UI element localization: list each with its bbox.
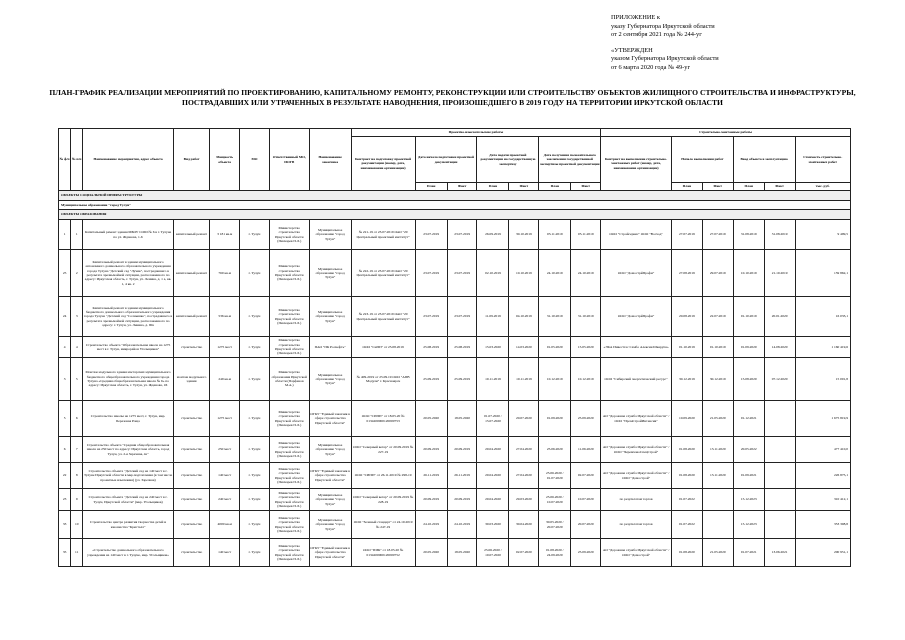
cell-name: Строительство объекта "Средняя общеобразовательная школа на 250 мест по адресу: Иркутская область, город Тулун, ул. 2-я Заречная, 4а" — [83, 437, 174, 463]
cell-ds-f: 25.09.2019 — [447, 358, 477, 401]
cell-ccontract: АО "Дорожная служба Иркутской области" / ООО "ЧеремховоСпецСтрой" — [601, 437, 672, 463]
cell-dcontract: ООО "ПИК" от 18.05.20 № 0134200000120000752 — [351, 539, 415, 567]
cell-cost: 16 033,1 — [795, 297, 850, 337]
cell-cs-p: 30.12.2019 — [671, 358, 702, 401]
cell-ds-f: 26.11.2019 — [447, 463, 477, 489]
cell-dsub-f: 29.03.2020 — [509, 489, 539, 511]
cell-dcontract: № 222-19 от 23.07.2019 ОАО "20 Центральный проектный институт" — [351, 250, 415, 297]
cell-dsub-f: 27.04.2020 — [509, 437, 539, 463]
cell-ds-f: 23.07.2019 — [447, 297, 477, 337]
appendix-block — [611, 14, 719, 73]
cell-com-p: 15.12.2023 — [733, 511, 764, 539]
cell-fp: 24 — [59, 297, 71, 337]
cell-type: строительство — [173, 489, 209, 511]
cell-pp: 6 — [71, 401, 83, 437]
cell-ds-f: 25.08.2019 — [447, 337, 477, 358]
section-social: ОБЪЕКТЫ СОЦИАЛЬНОЙ ИНФРАСТРУКТУРЫ — [59, 191, 851, 201]
header-expert-receive: Дата получения положительного заключения государственной экспертизы проектной документации — [539, 137, 601, 183]
header-plan: План — [477, 183, 509, 191]
header-construction-group: Строительно-монтажные работы — [601, 129, 851, 137]
cell-mo: г. Тулун — [240, 437, 270, 463]
section-education: ОБЪЕКТЫ ОБРАЗОВАНИЯ — [59, 210, 851, 220]
header-construction-contract: Контракт на выполнение строительно-монтажных работ (номер, дата, наименование организации) — [601, 137, 672, 191]
cell-exp-p: 25.06.2020 / 01.07.2020 — [539, 463, 571, 489]
cell-cost: 477 410,0 — [795, 437, 850, 463]
header-name: Наименование мероприятия, адрес объекта — [83, 129, 174, 191]
cell-cs-f: 13.11.2020 — [702, 463, 733, 489]
cell-cs-f: 30.12.2019 — [702, 358, 733, 401]
cell-cs-f: 22.07.2019 — [702, 297, 733, 337]
header-cost: Стоимость строительно-монтажных работ — [795, 137, 850, 183]
cell-dsub-p: 25.06.2020 / 10.07.2020 — [477, 539, 509, 567]
cell-exp-p: 01.05.2020 — [539, 337, 571, 358]
cell-exp-p: 24.10.2019 — [539, 250, 571, 297]
approved-line: от 6 марта 2020 года № 49-уг — [611, 63, 691, 71]
header-design-start: Дата начала подготовки проектной документации — [415, 137, 477, 183]
cell-exp-f: 02.07.2020 — [571, 463, 601, 489]
cell-cost: 1 160 419,6 — [795, 337, 850, 358]
cell-cap: 250 мест — [210, 437, 240, 463]
cell-exp-f: 20.07.2020 — [571, 511, 601, 539]
table-row — [59, 401, 851, 437]
cell-type: строительство — [173, 511, 209, 539]
cell-dcontract: ООО "СиПП" от 25.08.2019 — [351, 337, 415, 358]
cell-cost: 9 499,5 — [795, 220, 850, 250]
cell-cs-p: 01.08.2020 — [671, 539, 702, 567]
cell-cap: 4000 кв.м — [210, 511, 240, 539]
cell-cust: Муниципальное образование "город Тулун" — [309, 489, 351, 511]
cell-cap: 140 мест — [210, 463, 240, 489]
cell-ccontract: ООО "ДомострйПрофи" — [601, 297, 672, 337]
cell-mo: г. Тулун — [240, 220, 270, 250]
cell-resp: Министерство строительства Иркутской области (Пискарев П.Л.) — [269, 220, 309, 250]
cell-dsub-f: 20.07.2020 — [509, 401, 539, 437]
cell-cap: 240 мест — [210, 489, 240, 511]
cell-ds-p: 23.07.2019 — [415, 220, 447, 250]
cell-fp: 33 — [59, 511, 71, 539]
header-capacity: Мощность объекта — [210, 129, 240, 191]
approved-line: указом Губернатора Иркутской области — [611, 55, 719, 63]
header-commissioning: Ввод объекта в эксплуатацию — [733, 137, 795, 183]
cell-exp-f: 05.11.2019 — [571, 220, 601, 250]
cell-ds-p: 25.08.2019 — [415, 337, 447, 358]
cell-com-f — [764, 511, 795, 539]
cell-type: строительство — [173, 437, 209, 463]
cell-cost: 226 875,1 — [795, 463, 850, 489]
cell-cs-p: 27.08.2019 — [671, 250, 702, 297]
cell-com-p: 20.05.2022 — [733, 437, 764, 463]
cell-com-f — [764, 437, 795, 463]
cell-resp: Министерство строительства Иркутской области (Пискарев П.Л.) — [269, 511, 309, 539]
cell-cs-f — [702, 489, 733, 511]
header-customer: Наименование заказчика — [309, 129, 351, 191]
cell-ccontract: по результатам торгов — [601, 511, 672, 539]
cell-mo: г. Тулун — [240, 511, 270, 539]
cell-cust: Муниципальное образование "город Тулун" — [309, 297, 351, 337]
cell-name: «Строительство дошкольного образовательного учреждения на 140 мест в г. Тулуне, мкр. Угольщиков» — [83, 539, 174, 567]
cell-dsub-f: 27.04.2020 — [509, 463, 539, 489]
cell-dcontract: ООО "Северный ветер" от 20.09.2019 № 227-19 — [351, 437, 415, 463]
cell-cap: 249 кв.м — [210, 358, 240, 401]
header-fact: Факт — [764, 183, 795, 191]
cell-com-f: 13.06.2021 — [764, 539, 795, 567]
cell-cost: 200 951,1 — [795, 539, 850, 567]
cell-com-p: 01.10.2019 — [733, 297, 764, 337]
cell-com-p: 15.08.2020 — [733, 358, 764, 401]
cell-dsub-f: 14.03.2020 — [509, 337, 539, 358]
cell-name: Капитальный ремонт в здании муниципального бюджетного дошкольного образовательного учреждения города Тулуна "Детский сад "Солнышко", пострадавшего в результате чрезвычайной ситуации, расположенного по адресу: г. Тулун, ул. Ленина, д. 90а — [83, 297, 174, 337]
cell-cust: ПАО "ПК Роснефть" — [309, 337, 351, 358]
cell-dcontract: ООО "СИПП" от 26.11.2019 № 298-19 — [351, 463, 415, 489]
cell-pp: 9 — [71, 489, 83, 511]
header-num-pp: № п/п — [71, 129, 83, 191]
cell-dsub-p: 20.04.2020 — [477, 489, 509, 511]
cell-name: Строительство объекта "Детский сад на 240 мест в г. Тулун, Иркутской области" (мкр. Угольщиков) — [83, 489, 174, 511]
cell-type: монтаж модульного здания — [173, 358, 209, 401]
cell-exp-p: 25.06.2020 / 10.07.2020 — [539, 489, 571, 511]
appendix-line: от 2 сентября 2021 года № 244-уг — [611, 31, 702, 39]
table-row — [59, 297, 851, 337]
cell-ccontract: «ЭКА Инвестгас Самбо Алексия Шкарупа» — [601, 337, 672, 358]
cell-pp: 1 — [71, 220, 83, 250]
cell-exp-f: 10.12.2019 — [571, 358, 601, 401]
cell-cost: 1 675 819,9 — [795, 401, 850, 437]
cell-name: Строительство объекта "Детский сад на 140 мест в г. Тулуне Иркутской области в мкр.подтопления (в том числе проектные изыскания) (ул. Заречная) — [83, 463, 174, 489]
table-row — [59, 463, 851, 489]
approved-line: «УТВЕРЖДЕН — [611, 46, 653, 54]
cell-com-p: 01.07.2021 — [733, 539, 764, 567]
header-cost-unit: тыс. руб. — [795, 183, 850, 191]
cell-dsub-f: 02.07.2020 — [509, 539, 539, 567]
cell-dsub-f: 10.10.2019 — [509, 250, 539, 297]
cell-dsub-f: 30.04.2020 — [509, 511, 539, 539]
cell-dcontract: № 221-19 от 23.07.2019 ОАО "20 Центральный проектный институт" — [351, 220, 415, 250]
header-fact: Факт — [447, 183, 477, 191]
cell-type: строительство — [173, 337, 209, 358]
table-row — [59, 539, 851, 567]
cell-ds-p: 20.09.2019 — [415, 489, 447, 511]
cell-type: строительство — [173, 401, 209, 437]
cell-com-f: 31.08.2019 — [764, 220, 795, 250]
cell-com-p: 01.09.2021 — [733, 463, 764, 489]
cell-cust: ОГКУ "Единый заказчик в сфере строительства Иркутской области" — [309, 401, 351, 437]
cell-dsub-f: 04.10.2019 — [509, 297, 539, 337]
cell-com-p: 31.08.2019 — [733, 220, 764, 250]
cell-cost: 159 862,1 — [795, 250, 850, 297]
cell-com-f: 20.01.2020 — [764, 297, 795, 337]
cell-cs-p: 01.07.2022 — [671, 489, 702, 511]
cell-fp: 4 — [59, 337, 71, 358]
cell-ds-f: 24.10.2019 — [447, 511, 477, 539]
cell-com-p: 10.10.2019 — [733, 250, 764, 297]
cell-dsub-p: 02.10.2019 — [477, 250, 509, 297]
cell-fp: 1 — [59, 220, 71, 250]
cell-resp: Министерство строительства Иркутской области (Пискарев П.Л.) — [269, 297, 309, 337]
cell-mo: г. Тулун — [240, 539, 270, 567]
cell-cs-p: 01.08.2020 — [671, 463, 702, 489]
cell-cs-p: 27.07.2019 — [671, 220, 702, 250]
cell-com-f: 21.10.2019 — [764, 250, 795, 297]
cell-com-f — [764, 463, 795, 489]
cell-type: капитальный ремонт — [173, 250, 209, 297]
cell-ds-f: 23.07.2019 — [447, 220, 477, 250]
cell-ds-p: 24.10.2019 — [415, 511, 447, 539]
cell-ccontract: ООО "Сибирский энергетический ресурс" — [601, 358, 672, 401]
cell-cap: 140 мест — [210, 539, 240, 567]
cell-fp: 25 — [59, 250, 71, 297]
cell-ccontract: АО "Дорожная служба Иркутской области" / ООО "ПромСтройИнтенсив" — [601, 401, 672, 437]
cell-dsub-f: 30.10.2019 — [509, 220, 539, 250]
table-row — [59, 511, 851, 539]
cell-cap: 1275 мест — [210, 337, 240, 358]
cell-resp: Министерство строительства Иркутской области (Пискарев П.Л.) — [269, 463, 309, 489]
cell-name: Строительство школы на 1275 мест, г. Тулун, мкр. Березовая Роща — [83, 401, 174, 437]
cell-resp: Министерство образования Иркутской области (Парфенов М.А.) — [269, 358, 309, 401]
cell-com-f: 07.12.2020 — [764, 358, 795, 401]
cell-cs-p: 20.08.2019 — [671, 297, 702, 337]
schedule-table — [58, 128, 851, 567]
cell-dcontract: № 223-19 от 23.07.2019 ОАО "20 Центральный проектный институт" — [351, 297, 415, 337]
cell-cs-f: 21.05.2020 — [702, 401, 733, 437]
cell-cost: 353 308,8 — [795, 511, 850, 539]
cell-name: Строительство объекта "Образовательная школа на 1275 мест в г. Тулун, микрорайон Угольщиков" — [83, 337, 174, 358]
cell-exp-p: 01.08.2020 / 24.09.2020 — [539, 539, 571, 567]
table-row — [59, 437, 851, 463]
cell-exp-f: 24.10.2019 — [571, 250, 601, 297]
cell-cost: 310 412,1 — [795, 489, 850, 511]
cell-ds-p: 20.05.2020 — [415, 401, 447, 437]
cell-cs-p: 01.08.2020 — [671, 437, 702, 463]
cell-fp: 35 — [59, 539, 71, 567]
table-row — [59, 337, 851, 358]
cell-cap: 760 кв.м — [210, 250, 240, 297]
header-construction-start: Начало выполнения работ — [671, 137, 733, 183]
cell-mo: г. Тулун — [240, 358, 270, 401]
header-design-submit: Дата подачи проектной документации на государственную экспертизу — [477, 137, 539, 183]
cell-dsub-p: 10.11.2019 — [477, 358, 509, 401]
cell-exp-p: 03.11.2019 — [539, 220, 571, 250]
cell-fp: 5 — [59, 401, 71, 437]
cell-ds-p: 20.09.2019 — [415, 437, 447, 463]
cell-exp-f: 25.09.2020 — [571, 539, 601, 567]
cell-mo: г. Тулун — [240, 297, 270, 337]
cell-cust: Муниципальное образование "город Тулун" — [309, 437, 351, 463]
cell-cost: 15 001,8 — [795, 358, 850, 401]
cell-mo: г. Тулун — [240, 489, 270, 511]
cell-exp-p: 10.12.2019 — [539, 358, 571, 401]
cell-pp: 11 — [71, 539, 83, 567]
cell-ds-f: 23.07.2019 — [447, 250, 477, 297]
cell-cs-f: 29.07.2019 — [702, 250, 733, 297]
header-num-fp: № ф/п — [59, 129, 71, 191]
cell-name: Монтаж модульного здания мастерских муниципального бюджетного общеобразовательного учреждения города Тулуна «Средняя общеобразовательная школа № 6» по адресу: Иркутская область, г. Тулун, ул. Жданова, 1Б — [83, 358, 174, 401]
cell-dsub-p: 01.07.2020 / 15.07.2020 — [477, 401, 509, 437]
header-mo: МО — [240, 129, 270, 191]
cell-cs-f: 27.07.2019 — [702, 220, 733, 250]
cell-exp-f: 10.07.2020 — [571, 489, 601, 511]
cell-cap: 536 кв.м — [210, 297, 240, 337]
cell-pp: 8 — [71, 463, 83, 489]
cell-com-f — [764, 489, 795, 511]
cell-ds-p: 25.09.2019 — [415, 358, 447, 401]
cell-ccontract: ООО "Стройсервис" ООО "Восход" — [601, 220, 672, 250]
cell-ds-f: 20.09.2019 — [447, 489, 477, 511]
cell-ds-f: 18.05.2020 — [447, 401, 477, 437]
cell-cust: ОГКУ "Единый заказчик в сфере строительства Иркутской области" — [309, 463, 351, 489]
header-design-group: Проектно-изыскательские работы — [351, 129, 601, 137]
cell-resp: Министерство строительства Иркутской области (Пискарев П.Л.) — [269, 437, 309, 463]
cell-resp: Министерство строительства Иркутской области (Пискарев П.Л.) — [269, 489, 309, 511]
cell-resp: Министерство строительства Иркутской области (Пискарев П.Л.) — [269, 250, 309, 297]
cell-ccontract: АО "Дорожная служба Иркутской области" / ООО "Домострой" — [601, 463, 672, 489]
cell-cust: Муниципальное образование "город Тулун" — [309, 220, 351, 250]
appendix-line: указу Губернатора Иркутской области — [611, 22, 715, 30]
cell-type: капитальный ремонт — [173, 297, 209, 337]
cell-cs-f: 01.10.2019 — [702, 337, 733, 358]
cell-resp: Министерство строительства Иркутской области (Пискарев П.Л.) — [269, 401, 309, 437]
cell-ds-f: 20.09.2019 — [447, 437, 477, 463]
cell-com-f: 14.08.2020 — [764, 337, 795, 358]
cell-resp: Министерство строительства Иркутской области (Пискарев П.Л.) — [269, 337, 309, 358]
cell-pp: 3 — [71, 297, 83, 337]
table-row — [59, 250, 851, 297]
cell-exp-f: 15.05.2020 — [571, 337, 601, 358]
cell-com-p: 01.09.2020 — [733, 337, 764, 358]
cell-type: капитальный ремонт — [173, 220, 209, 250]
cell-dcontract: № 409-2019 от 25.09.19 ООО "АПВ Модули" г. Красноярск — [351, 358, 415, 401]
cell-exp-f: 31.10.2019 — [571, 297, 601, 337]
cell-dsub-p: 15.03.2020 — [477, 337, 509, 358]
cell-fp: 3 — [59, 358, 71, 401]
cell-dsub-p: 20.04.2020 — [477, 437, 509, 463]
appendix-line: ПРИЛОЖЕНИЕ к — [611, 14, 661, 21]
header-fact: Факт — [571, 183, 601, 191]
cell-pp: 7 — [71, 437, 83, 463]
cell-exp-p: 01.09.2020 — [539, 401, 571, 437]
cell-ccontract: по результатам торгов — [601, 489, 672, 511]
cell-name: Капитальный ремонт в здании муниципального автономного дошкольного образовательного учреждения города Тулуна "Детский сад "Лучик", пострадавшего в результате чрезвычайной ситуации, расположенного по адресу: Иркутская область, г. Тулун, ул. Ленина, д. 1 а, кв. 1, 4 кв. 2 — [83, 250, 174, 297]
cell-name: Строительство центра развития творчества детей и юношества "Кристалл" — [83, 511, 174, 539]
cell-dcontract: ООО "Зеленый стандарт" от 24.10.2019 № 247-19 — [351, 511, 415, 539]
cell-dcontract: ООО "СИПП" от 18.05.20 № 0134200000120000753 — [351, 401, 415, 437]
cell-fp: 23 — [59, 489, 71, 511]
cell-ds-f: 18.05.2020 — [447, 539, 477, 567]
header-plan: План — [539, 183, 571, 191]
cell-mo: г. Тулун — [240, 401, 270, 437]
cell-fp: 22 — [59, 463, 71, 489]
header-plan: План — [733, 183, 764, 191]
cell-fp: 6 — [59, 437, 71, 463]
cell-mo: г. Тулун — [240, 337, 270, 358]
cell-pp: 10 — [71, 511, 83, 539]
header-plan: План — [415, 183, 447, 191]
cell-com-p: 15.12.2023 — [733, 489, 764, 511]
cell-cs-p: 01.10.2019 — [671, 337, 702, 358]
cell-exp-p: 31.10.2019 — [539, 297, 571, 337]
table-row — [59, 358, 851, 401]
cell-ds-p: 26.11.2019 — [415, 463, 447, 489]
section-municipality: Муниципальное образование "город Тулун" — [59, 201, 851, 210]
cell-cap: 3 181 кв.м — [210, 220, 240, 250]
cell-pp: 4 — [71, 337, 83, 358]
cell-dcontract: ООО "Северный ветер" от 20.09.2019 № 228-19 — [351, 489, 415, 511]
header-fact: Факт — [509, 183, 539, 191]
cell-dsub-p: 20.04.2020 — [477, 463, 509, 489]
cell-exp-f: 25.09.2020 — [571, 401, 601, 437]
cell-ds-p: 23.07.2019 — [415, 297, 447, 337]
cell-exp-p: 30.05.2020 / 20.07.2020 — [539, 511, 571, 539]
cell-resp: Министерство строительства Иркутской области (Пискарев П.Л.) — [269, 539, 309, 567]
cell-ds-p: 23.07.2019 — [415, 250, 447, 297]
cell-cust: ОГКУ "Единый заказчик в сфере строительства Иркутской области" — [309, 539, 351, 567]
cell-cust: Муниципальное образование "город Тулун" — [309, 511, 351, 539]
header-fact: Факт — [702, 183, 733, 191]
cell-ccontract: ООО "ДомострйПрофи" — [601, 250, 672, 297]
cell-type: строительство — [173, 463, 209, 489]
cell-name: Капитальный ремонт здания МБОУ СОШ № 6 в г. Тулуне по ул. Жданова, 1-6 — [83, 220, 174, 250]
cell-exp-p: 25.06.2020 — [539, 437, 571, 463]
cell-mo: г. Тулун — [240, 250, 270, 297]
cell-com-p: 01.12.2021 — [733, 401, 764, 437]
cell-dsub-p: 26.09.2019 — [477, 220, 509, 250]
cell-exp-f: 11.06.2020 — [571, 437, 601, 463]
cell-type: строительство — [173, 539, 209, 567]
cell-cust: Муниципальное образование "город Тулун" — [309, 250, 351, 297]
cell-ds-p: 20.05.2020 — [415, 539, 447, 567]
cell-com-f — [764, 401, 795, 437]
cell-pp: 5 — [71, 358, 83, 401]
header-design-contract: Контракт на подготовку проектной документации (номер, дата, наименование организации) — [351, 137, 415, 191]
cell-cs-p: 01.07.2022 — [671, 511, 702, 539]
table-row — [59, 489, 851, 511]
header-work-type: Вид работ — [173, 129, 209, 191]
header-plan: План — [671, 183, 702, 191]
cell-cs-f: 13.11.2020 — [702, 437, 733, 463]
cell-mo: г. Тулун — [240, 463, 270, 489]
cell-pp: 2 — [71, 250, 83, 297]
cell-dsub-p: 30.03.2020 — [477, 511, 509, 539]
cell-cap: 1275 мест — [210, 401, 240, 437]
cell-cs-f: 21.05.2020 — [702, 539, 733, 567]
cell-cust: Муниципальное образование "город Тулун" — [309, 358, 351, 401]
table-row — [59, 220, 851, 250]
cell-cs-p: 10.09.2020 — [671, 401, 702, 437]
document-title: ПЛАН-ГРАФИК РЕАЛИЗАЦИИ МЕРОПРИЯТИЙ ПО ПРОЕКТИРОВАНИЮ, КАПИТАЛЬНОМУ РЕМОНТУ, РЕКОНСТРУКЦИИ ИЛИ СТРОИТЕЛЬСТВУ ОБЪЕКТОВ ЖИЛИЩНОГО СТРОИТЕЛЬСТВА И ИНФРАСТРУКТУРЫ, ПОСТРАДАВШИХ ИЛИ УТРАЧЕННЫХ В РЕЗУЛЬТАТЕ НАВОДНЕНИЯ, ПРОИЗОШЕДШЕГО В 2019 ГОДУ НА ТЕРРИТОРИИ ИРКУТСКОЙ ОБЛАСТИ — [49, 88, 856, 107]
header-responsible: Ответственный МО, ИОГВ — [269, 129, 309, 191]
cell-dsub-f: 10.11.2019 — [509, 358, 539, 401]
cell-ccontract: АО "Дорожная служба Иркутской области" / ООО "Домострой" — [601, 539, 672, 567]
cell-cs-f — [702, 511, 733, 539]
cell-dsub-p: 11.09.2019 — [477, 297, 509, 337]
